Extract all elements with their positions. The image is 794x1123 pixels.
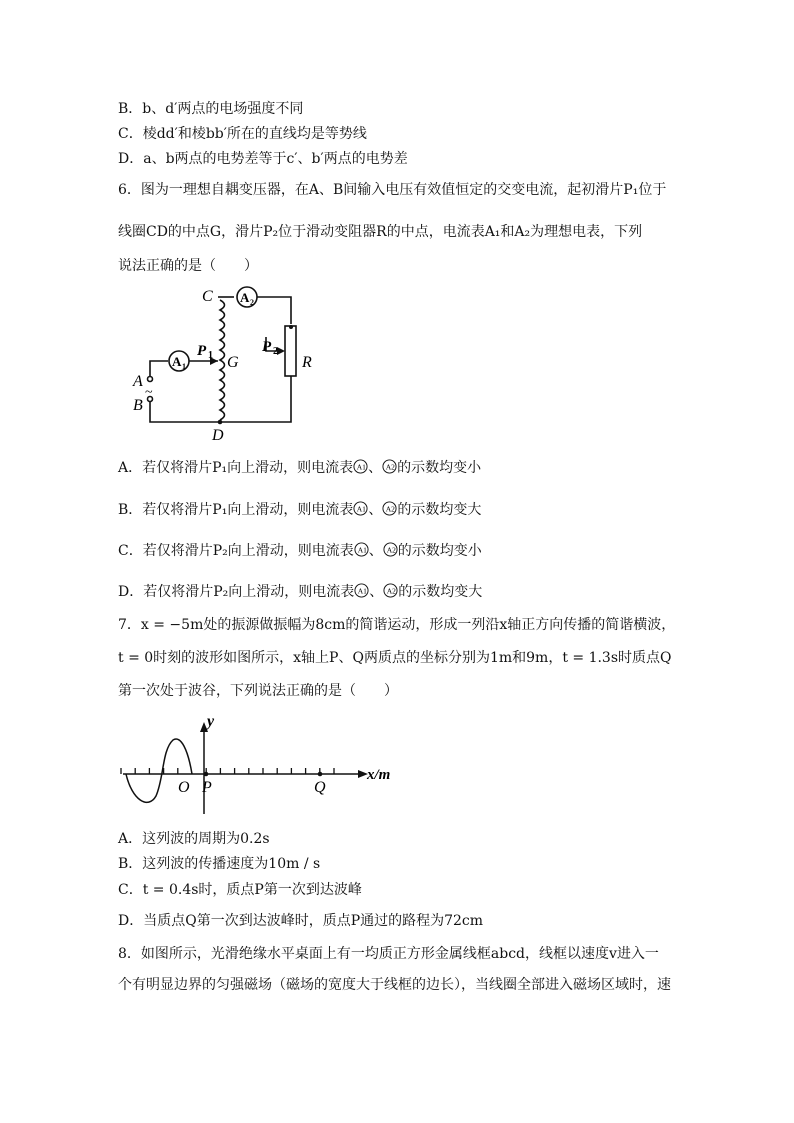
svg-text:A2: A2 — [386, 504, 396, 514]
ammeter-a2-icon — [382, 459, 397, 474]
label-d: D — [212, 427, 224, 444]
ammeter-a1-icon — [354, 583, 369, 598]
label-p1-sub: 1 — [208, 350, 213, 361]
label-p1: P — [197, 343, 207, 359]
label-p2: P — [262, 339, 272, 355]
ammeter-a1-sub: 1 — [182, 362, 186, 371]
svg-text:A1: A1 — [357, 545, 367, 555]
point-q-dot — [318, 772, 323, 777]
q7-wave-diagram — [118, 710, 408, 820]
point-p-label: P — [202, 779, 212, 796]
q6-option-b: B．若仅将滑片P₁向上滑动，则电流表 A1 、 A2 的示数均变大 — [118, 502, 482, 518]
q7-stem-line2: t = 0时刻的波形如图所示，x轴上P、Q两质点的坐标分别为1m和9m，t = 1.3s时质点Q — [118, 650, 672, 666]
ammeter-a1-letter: A — [172, 354, 182, 369]
ammeter-a1-icon — [353, 501, 368, 516]
q6-option-d: D．若仅将滑片P₂向上滑动，则电流表 A1 、 A2 的示数均变大 — [118, 584, 483, 600]
ammeter-a2-icon — [382, 501, 397, 516]
q6-stem-line1: 6．图为一理想自耦变压器，在A、B间输入电压有效值恒定的交变电流，起初滑片P₁位于 — [118, 182, 667, 198]
label-r: R — [302, 354, 312, 371]
q5-option-d: D．a、b两点的电势差等于c′、b′两点的电势差 — [118, 151, 408, 167]
point-p-dot — [204, 772, 209, 777]
label-p2-sub: 2 — [273, 346, 278, 357]
q7-option-c: C．t = 0.4s时，质点P第一次到达波峰 — [118, 882, 362, 898]
svg-text:A1: A1 — [357, 504, 367, 514]
x-axis-ticks — [121, 768, 334, 774]
q7-stem-line3: 第一次处于波谷，下列说法正确的是（ ） — [118, 683, 398, 699]
ammeter-a1-icon — [353, 459, 368, 474]
q7-option-a: A．这列波的周期为0.2s — [118, 831, 270, 847]
svg-text:A1: A1 — [358, 586, 368, 596]
label-a: A — [133, 373, 143, 390]
svg-text:A1: A1 — [356, 462, 367, 472]
q7-stem-line1: 7．x = −5m处的振源做振幅为8cm的简谐运动，形成一列沿x轴正方向传播的简谐横波， — [118, 617, 676, 633]
ammeter-a2-sub: 2 — [250, 298, 254, 307]
q7-option-b: B．这列波的传播速度为10m / s — [118, 856, 321, 872]
ammeter-a2-icon — [383, 542, 398, 557]
y-axis-label: y — [207, 713, 215, 730]
q5-option-c: C．棱dd′和棱bb′所在的直线均是等势线 — [118, 126, 367, 142]
q8-stem-line1: 8．如图所示，光滑绝缘水平桌面上有一均质正方形金属线框abcd，线框以速度v进入一 — [118, 946, 659, 962]
q6-option-a: A．若仅将滑片P₁向上滑动，则电流表 A1 、 A2 的示数均变小 — [118, 460, 482, 476]
q8-stem-line2: 个有明显边界的匀强磁场（磁场的宽度大于线框的边长），当线圈全部进入磁场区域时，速 — [118, 977, 671, 993]
svg-text:A2: A2 — [385, 462, 396, 472]
ac-source-tilde: ~ — [145, 385, 153, 400]
x-axis-label: x/m — [367, 767, 391, 783]
q6-stem-line3: 说法正确的是（ ） — [118, 258, 258, 274]
label-c: C — [202, 288, 213, 305]
label-g: G — [227, 354, 239, 371]
q6-circuit-diagram — [126, 282, 326, 444]
ammeter-a1-icon — [354, 542, 369, 557]
ammeter-a2-icon — [383, 583, 398, 598]
svg-text:A2: A2 — [386, 545, 396, 555]
q5-option-b: B．b、d′两点的电场强度不同 — [118, 101, 304, 117]
svg-text:A2: A2 — [387, 586, 397, 596]
origin-label: O — [178, 779, 190, 796]
q7-option-d: D．当质点Q第一次到达波峰时，质点P通过的路程为72cm — [118, 913, 484, 929]
point-q-label: Q — [314, 779, 326, 796]
ammeter-a2-letter: A — [240, 290, 250, 305]
label-b: B — [133, 397, 143, 414]
q6-option-c: C．若仅将滑片P₂向上滑动，则电流表 A1 、 A2 的示数均变小 — [118, 543, 482, 559]
q6-stem-line2: 线圈CD的中点G，滑片P₂位于滑动变阻器R的中点，电流表A₁和A₂为理想电表，下列 — [118, 224, 643, 240]
